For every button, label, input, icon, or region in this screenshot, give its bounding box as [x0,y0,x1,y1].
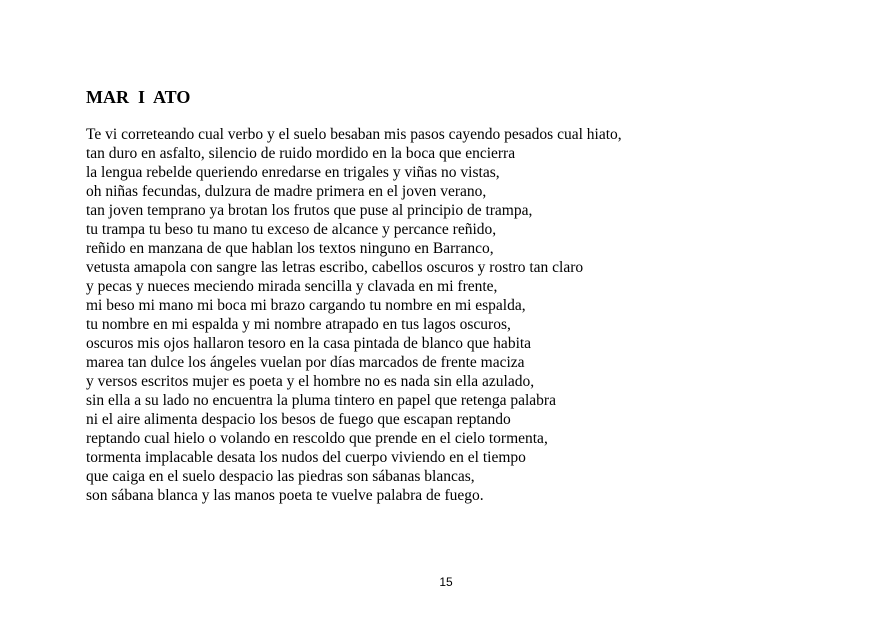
poem-line: Te vi correteando cual verbo y el suelo besaban mis pasos cayendo pesados cual hiato, [86,126,622,143]
poem-body [86,125,866,505]
poem-line: oh niñas fecundas, dulzura de madre primera en el joven verano, [86,183,487,200]
poem-line: ni el aire alimenta despacio los besos de fuego que escapan reptando [86,411,511,428]
poem-line: reñido en manzana de que hablan los textos ninguno en Barranco, [86,240,494,257]
poem-title: MAR I ATO [86,87,191,107]
poem-line: la lengua rebelde queriendo enredarse en trigales y viñas no vistas, [86,164,500,181]
poem-line: y pecas y nueces meciendo mirada sencilla y clavada en mi frente, [86,278,498,295]
poem-line: y versos escritos mujer es poeta y el hombre no es nada sin ella azulado, [86,373,535,390]
poem-line: sin ella a su lado no encuentra la pluma tintero en papel que retenga palabra [86,392,556,409]
page-number: 15 [439,575,453,589]
poem-line: son sábana blanca y las manos poeta te vuelve palabra de fuego. [86,487,484,504]
poem-line: tu trampa tu beso tu mano tu exceso de alcance y percance reñido, [86,221,497,238]
poem-line: tan duro en asfalto, silencio de ruido mordido en la boca que encierra [86,145,516,162]
poem-line: que caiga en el suelo despacio las piedras son sábanas blancas, [86,468,475,485]
poem-line: reptando cual hielo o volando en rescoldo que prende en el cielo tormenta, [86,430,548,447]
poem-line: vetusta amapola con sangre las letras escribo, cabellos oscuros y rostro tan claro [86,259,584,276]
poem-line: oscuros mis ojos hallaron tesoro en la casa pintada de blanco que habita [86,335,532,352]
poem-line: tu nombre en mi espalda y mi nombre atrapado en tus lagos oscuros, [86,316,511,333]
poem-line: marea tan dulce los ángeles vuelan por días marcados de frente maciza [86,354,525,371]
poem-line: tormenta implacable desata los nudos del cuerpo viviendo en el tiempo [86,449,526,466]
poem-line: mi beso mi mano mi boca mi brazo cargando tu nombre en mi espalda, [86,297,526,314]
poem-line: tan joven temprano ya brotan los frutos que puse al principio de trampa, [86,202,533,219]
